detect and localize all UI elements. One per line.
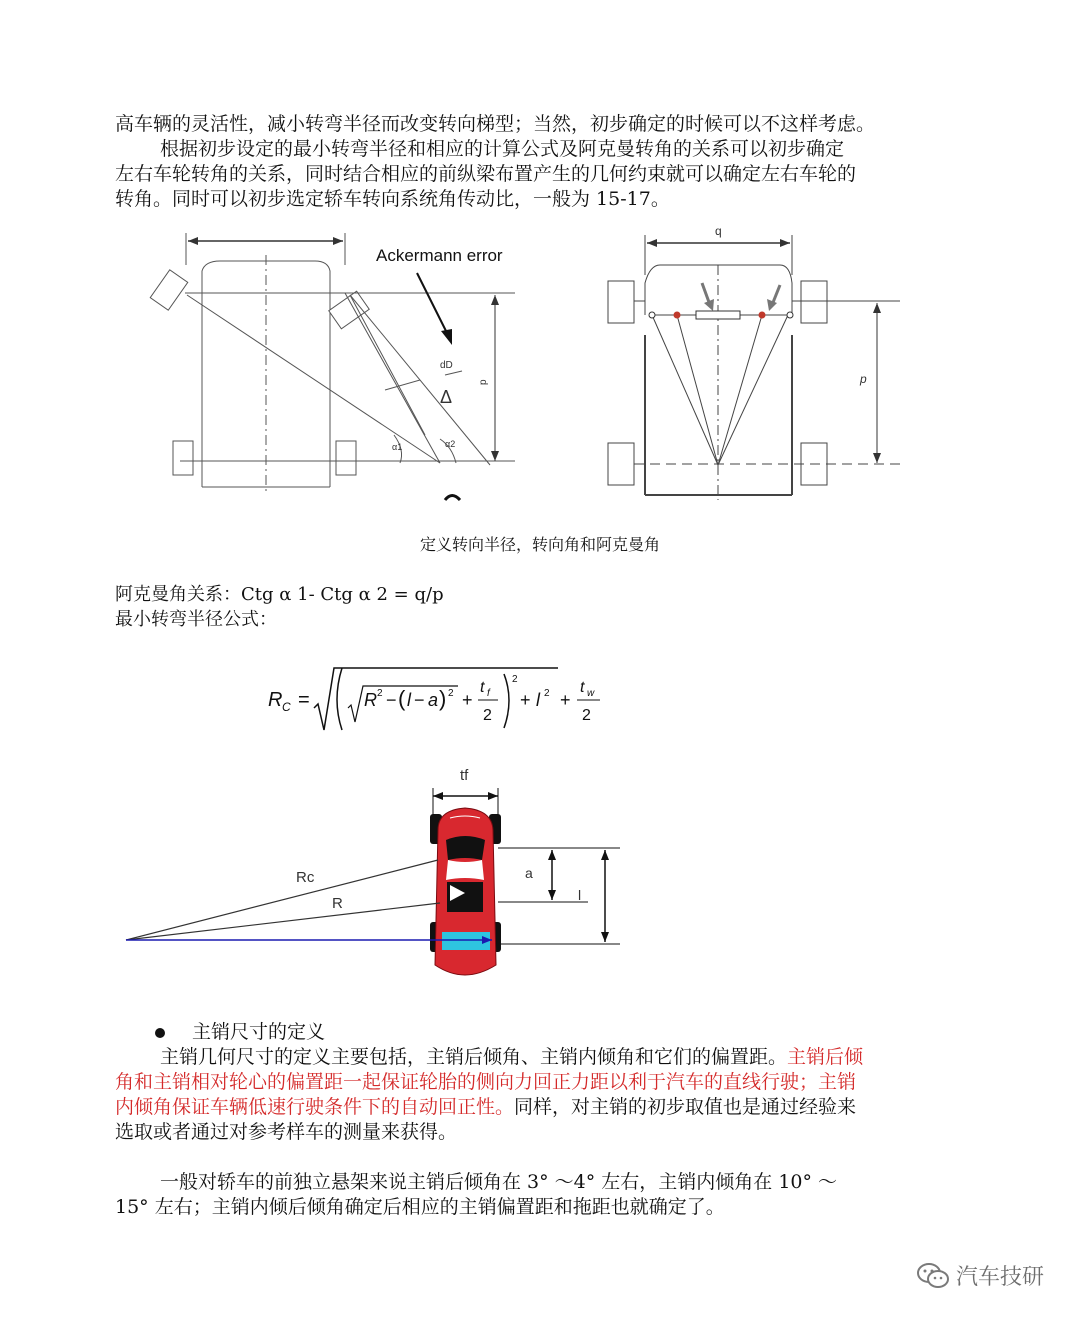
alpha1-label: α1 (392, 442, 403, 452)
svg-text:−: − (414, 690, 425, 710)
ackermann-diagram (140, 225, 920, 520)
svg-text:l: l (407, 690, 411, 710)
text-line: 一般对轿车的前独立悬架来说主销后倾角在 3° ～4° 左右，主销内倾角在 10° ～ (160, 1171, 838, 1193)
dD-label: dD (440, 360, 453, 371)
svg-text:t: t (580, 679, 585, 696)
text-line: 根据初步设定的最小转弯半径和相应的计算公式及阿克曼转角的关系可以初步确定 (160, 138, 845, 160)
svg-text:R: R (364, 690, 377, 710)
svg-text:2: 2 (448, 688, 454, 699)
svg-text:2: 2 (512, 674, 518, 685)
text-line (115, 1095, 955, 1120)
svg-text:(: ( (398, 686, 406, 711)
r-label: R (332, 895, 343, 912)
p-label-right: p (860, 372, 867, 386)
text-span: 同样，对主销的初步取值也是通过经验来 (514, 1096, 857, 1118)
car-top-view (430, 808, 501, 975)
svg-text:2: 2 (377, 688, 383, 699)
a-label: a (525, 865, 533, 881)
text-line: 转角。同时可以初步选定轿车转向系统角传动比，一般为 15-17。 (115, 188, 670, 210)
wechat-icon (916, 1262, 950, 1290)
figure-caption: 定义转向半径，转向角和阿克曼角 (419, 535, 660, 554)
svg-text:−: − (386, 690, 397, 710)
watermark (916, 1260, 1044, 1291)
text-line (160, 1045, 960, 1070)
tf-label: tf (460, 767, 469, 784)
text-line: 左右车轮转角的关系，同时结合相应的前纵梁布置产生的几何约束就可以确定左右车轮的 (115, 163, 857, 185)
text-line: 15° 左右；主销内倾后倾角确定后相应的主销偏置距和拖距也就确定了。 (115, 1196, 725, 1218)
svg-text:f: f (487, 688, 490, 699)
svg-text:+: + (462, 690, 473, 710)
svg-text:=: = (298, 689, 310, 711)
ackermann-label: Ackermann error (376, 246, 503, 265)
svg-text:2: 2 (544, 688, 550, 699)
svg-text:w: w (587, 688, 595, 699)
svg-text:+: + (520, 690, 531, 710)
svg-text:a: a (428, 690, 439, 710)
svg-text:C: C (282, 700, 291, 714)
highlighted-text: 角和主销相对轮心的偏置距一起保证轮胎的侧向力回正力距以利于汽车的直线行驶；主销 (115, 1071, 857, 1093)
text-span: 主销几何尺寸的定义主要包括，主销后倾角、主销内倾角和它们的偏置距。 (160, 1046, 788, 1068)
p-label-left: p (478, 379, 489, 385)
radius-formula (262, 660, 607, 735)
min-radius-title: 最小转弯半径公式： (115, 609, 277, 630)
delta-label: Δ (440, 387, 453, 407)
rc-label: Rc (296, 869, 315, 886)
svg-text:R: R (268, 689, 283, 711)
svg-text:t: t (480, 679, 485, 696)
turning-radius-diagram (120, 760, 630, 985)
l-label: l (578, 887, 582, 903)
svg-text:+: + (560, 690, 571, 710)
q-label: q (715, 225, 722, 238)
highlighted-text: 内倾角保证车辆低速行驶条件下的自动回正性。 (115, 1096, 515, 1118)
svg-text:2: 2 (582, 707, 591, 724)
text-line: 选取或者通过对参考样车的测量来获得。 (115, 1121, 458, 1143)
ackermann-relation: 阿克曼角关系：Ctg α 1- Ctg α 2 = q/p (115, 584, 444, 605)
highlighted-text: 主销后倾 (787, 1046, 864, 1068)
svg-text:): ) (439, 686, 447, 711)
bullet-icon (155, 1028, 165, 1038)
alpha2-label: α2 (445, 439, 456, 449)
watermark-text: 汽车技研 (955, 1265, 1044, 1290)
svg-text:2: 2 (483, 707, 492, 724)
section-heading: 主销尺寸的定义 (192, 1021, 326, 1043)
text-line: 高车辆的灵活性，减小转弯半径而改变转向梯型；当然，初步确定的时候可以不这样考虑。 (115, 113, 876, 135)
svg-text:l: l (536, 690, 540, 710)
